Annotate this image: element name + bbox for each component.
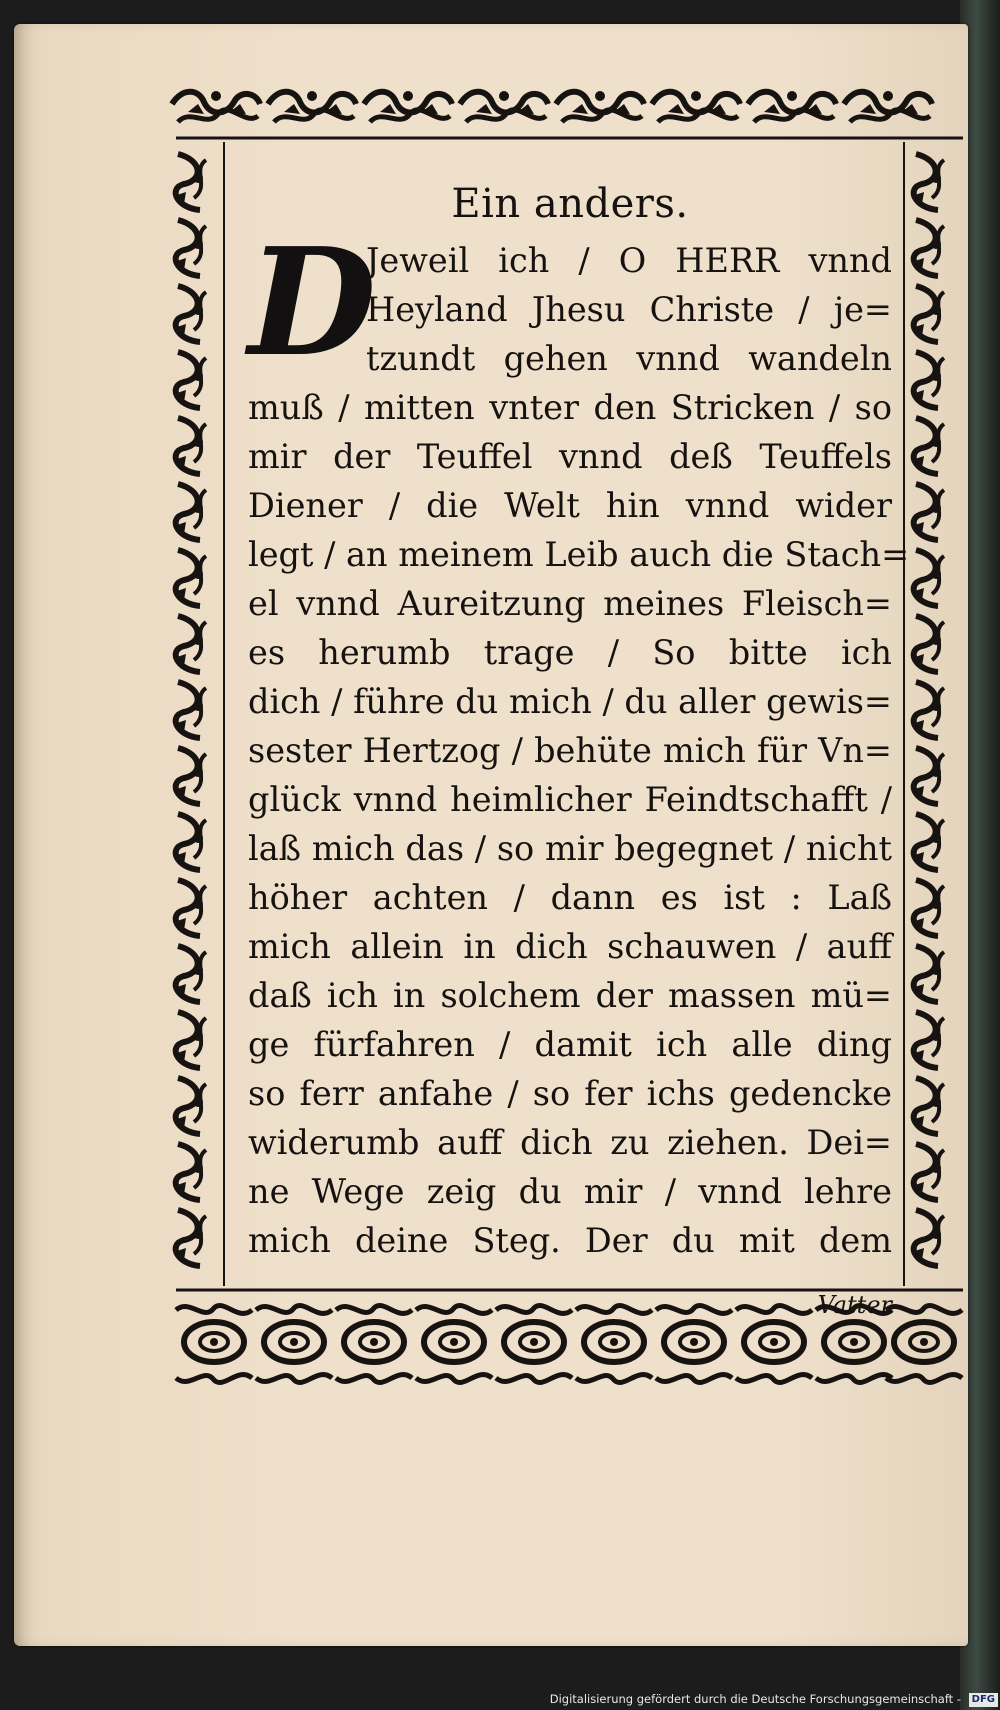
funding-notice (550, 1690, 998, 1708)
section-heading: Ein anders. (451, 181, 689, 227)
text-line: glück vnnd heimlicher Feindtschafft / (248, 780, 892, 819)
text-line: es herumb trage / So bitte ich (248, 633, 892, 672)
text-line: ge fürfahren / damit ich alle ding (248, 1025, 892, 1064)
text-line: mich allein in dich schauwen / auff (248, 927, 892, 966)
text-line: ne Wege zeig du mir / vnnd lehre (248, 1172, 892, 1211)
catchword: Vatter (817, 1291, 892, 1319)
text-line: el vnnd Aureitzung meines Fleisch= (248, 584, 892, 623)
right-ornament-column (904, 142, 944, 1286)
text-line: muß / mitten vnter den Stricken / so (248, 388, 892, 427)
left-ornament-column (174, 142, 224, 1286)
top-ornament-band (172, 91, 963, 138)
text-line: mir der Teuffel vnnd deß Teuffels (248, 437, 892, 476)
funding-text: Digitalisierung gefördert durch die Deutsche Forschungsgemeinschaft - (549, 1692, 961, 1706)
text-line: daß ich in solchem der massen mü= (248, 976, 892, 1015)
text-line: tzundt gehen vnnd wandeln (366, 339, 892, 378)
drop-cap-initial: D (248, 215, 377, 389)
text-line: höher achten / dann es ist : Laß (248, 878, 892, 917)
text-line: sester Hertzog / behüte mich für Vn= (248, 731, 892, 770)
text-line: dich / führe du mich / du aller gewis= (248, 682, 892, 721)
text-line: mich deine Steg. Der du mit dem (248, 1221, 892, 1260)
dfg-logo: DFG (969, 1693, 998, 1707)
text-line: Diener / die Welt hin vnnd wider (248, 486, 892, 525)
text-line: widerumb auff dich zu ziehen. Dei= (248, 1123, 892, 1162)
text-line: so ferr anfahe / so fer ichs gedencke (248, 1074, 892, 1113)
text-line: Heyland Jhesu Christe / je= (366, 290, 892, 329)
text-line: laß mich das / so mir begegnet / nicht (248, 829, 892, 868)
prayer-text-block (248, 174, 910, 1324)
text-line: legt / an meinem Leib auch die Stach= (248, 535, 910, 574)
text-line: Jeweil ich / O HERR vnnd (366, 241, 892, 280)
